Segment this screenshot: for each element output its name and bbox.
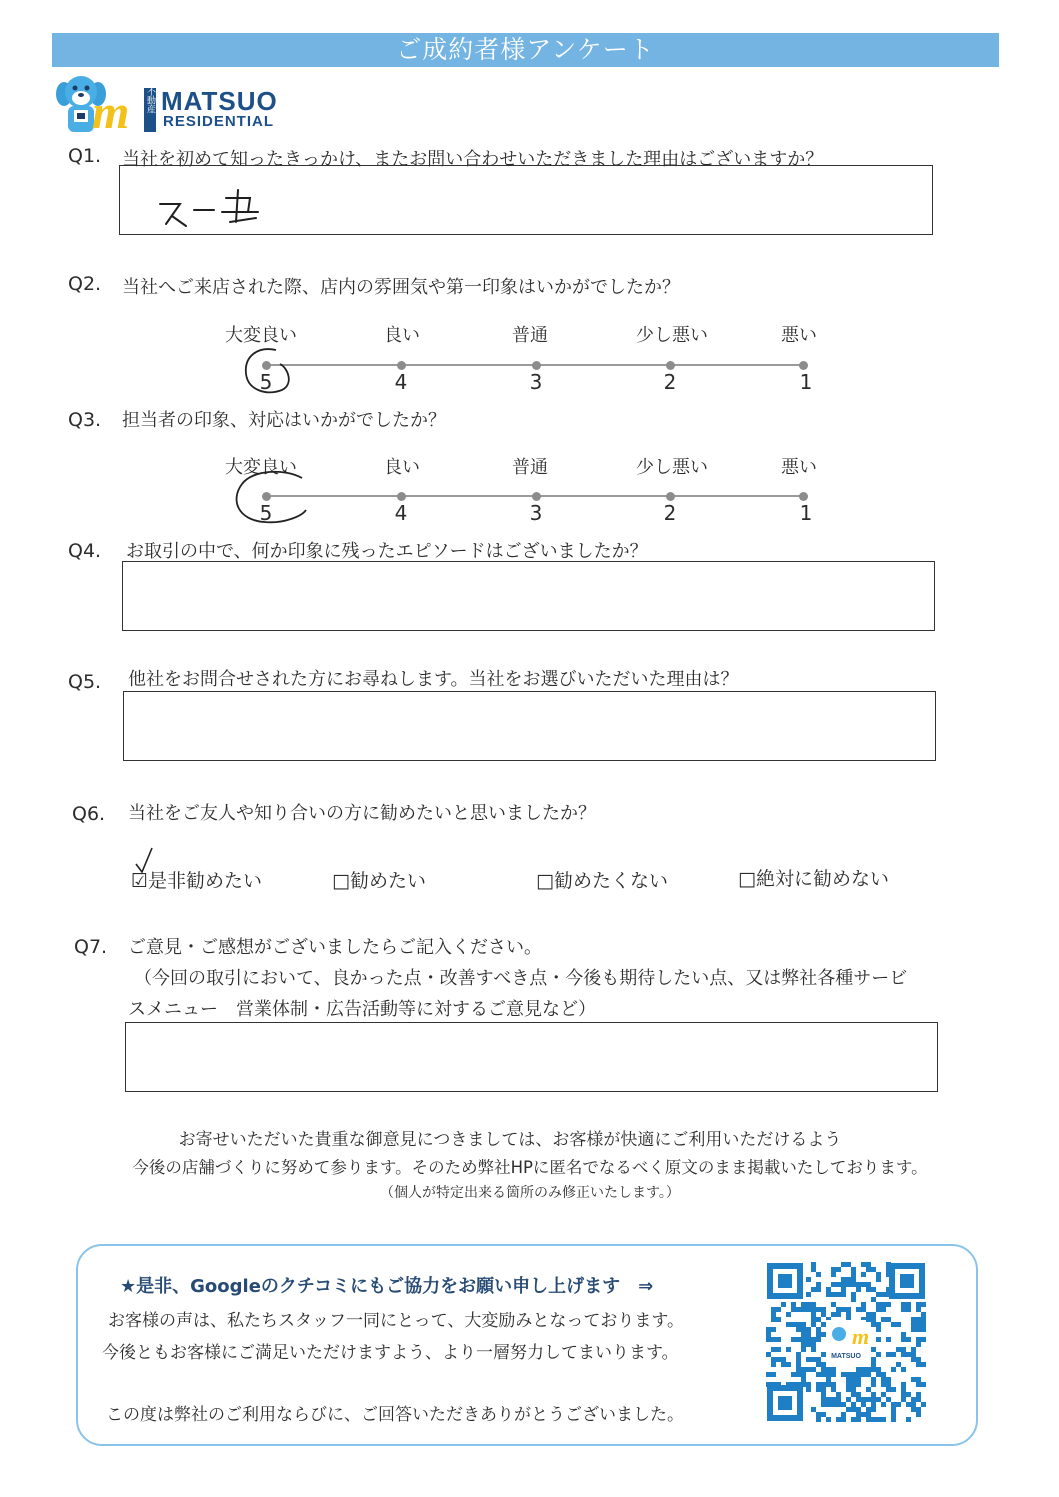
logo-matsuo: MATSUO: [161, 86, 278, 116]
footer-line2: 今後の店舗づくりに努めて参ります。そのため弊社HPに匿名でなるべく原文のまま掲載いたしております。: [132, 1158, 928, 1177]
checkmark-icon: [134, 846, 156, 876]
promo-line2: 今後ともお客様にご満足いただけますよう、より一層努力してまいります。: [102, 1343, 679, 1363]
q3-question: 担当者の印象、対応はいかがでしたか？: [122, 410, 446, 431]
q1-answer-box[interactable]: [119, 165, 933, 235]
q2-selected-circle: [236, 344, 306, 400]
promo-title: ★是非、Googleのクチコミにもご協力をお願い申し上げます ⇒: [120, 1276, 654, 1297]
q3-label-3: 普通: [512, 457, 548, 478]
svg-text:m: m: [852, 1324, 870, 1349]
q2-label-3: 普通: [512, 325, 548, 346]
q1-handwriting: [154, 182, 294, 232]
svg-text:MATSUO: MATSUO: [831, 1353, 861, 1360]
q3-num-5: 5: [259, 501, 273, 525]
q3-number: Q3.: [68, 409, 102, 431]
q3-selected-circle: [224, 466, 316, 528]
q3-label-2: 少し悪い: [636, 457, 708, 478]
q5-answer-box[interactable]: [123, 691, 936, 761]
q7-number: Q7.: [74, 936, 108, 958]
svg-text:m: m: [92, 86, 130, 136]
q1-number: Q1.: [68, 145, 102, 167]
q7-answer-box[interactable]: [125, 1022, 938, 1092]
survey-title-banner: ご成約者様アンケート: [52, 33, 999, 67]
q6-option-definitely[interactable]: ☑是非勧めたい: [131, 870, 263, 892]
q6-question: 当社をご友人や知り合いの方に勧めたいと思いましたか？: [128, 803, 596, 824]
q2-num-5: 5: [259, 370, 273, 394]
promo-line1: お客様の声は、私たちスタッフ一同にとって、大変励みとなっております。: [108, 1311, 684, 1331]
q2-num-2: 2: [663, 370, 677, 394]
q3-option-4[interactable]: [397, 492, 406, 501]
qr-code-icon: [766, 1262, 926, 1422]
q3-label-1: 悪い: [781, 457, 817, 478]
q3-num-1: 1: [799, 501, 813, 525]
q2-num-3: 3: [529, 370, 543, 394]
q7-note-line1: （今回の取引において、良かった点・改善すべき点・今後も期待したい点、又は弊社各種サービ: [134, 968, 908, 989]
q2-label-4: 良い: [384, 325, 420, 346]
q2-num-1: 1: [799, 370, 813, 394]
q5-question: 他社をお問合せされた方にお尋ねします。当社をお選びいただいた理由は？: [128, 669, 739, 690]
q2-option-2[interactable]: [666, 361, 675, 370]
q2-num-4: 4: [394, 370, 408, 394]
q3-label-4: 良い: [384, 457, 420, 478]
svg-text:不動産: 不動産: [145, 86, 155, 114]
q6-option-no[interactable]: □勧めたくない: [536, 870, 668, 892]
q2-label-5: 大変良い: [225, 325, 297, 346]
q4-number: Q4.: [68, 540, 102, 562]
q5-number: Q5.: [68, 671, 102, 693]
q3-option-3[interactable]: [532, 492, 541, 501]
q6-option-yes[interactable]: □勧めたい: [332, 870, 426, 892]
q2-label-2: 少し悪い: [636, 325, 708, 346]
q3-num-3: 3: [529, 501, 543, 525]
q2-question: 当社へご来店された際、店内の雰囲気や第一印象はいかがでしたか？: [122, 277, 680, 298]
logo-residential: RESIDENTIAL: [163, 113, 275, 130]
q4-answer-box[interactable]: [122, 561, 935, 631]
footer-line1: お寄せいただいた貴重な御意見につきましては、お客様が快適にご利用いただけるよう: [178, 1130, 842, 1150]
q3-label-5: 大変良い: [225, 457, 297, 478]
q7-question: ご意見・ご感想がございましたらご記入ください。: [128, 937, 542, 958]
q6-option-never[interactable]: □絶対に勧めない: [738, 868, 889, 890]
footer-line3: （個人が特定出来る箇所のみ修正いたします。）: [380, 1185, 680, 1201]
q2-number: Q2.: [68, 273, 102, 295]
q2-option-3[interactable]: [532, 361, 541, 370]
q3-num-2: 2: [663, 501, 677, 525]
q3-num-4: 4: [394, 501, 408, 525]
q4-question: お取引の中で、何か印象に残ったエピソードはございましたか？: [126, 541, 648, 562]
q3-option-1[interactable]: [799, 492, 808, 501]
q2-label-1: 悪い: [781, 325, 817, 346]
google-review-qr-code[interactable]: [766, 1262, 926, 1422]
q7-note-line2: スメニュー 営業体制・広告活動等に対するご意見など）: [128, 999, 596, 1020]
q2-option-4[interactable]: [397, 361, 406, 370]
q3-option-2[interactable]: [666, 492, 675, 501]
q2-option-1[interactable]: [799, 361, 808, 370]
q6-number: Q6.: [72, 803, 106, 825]
q1-question: 当社を初めて知ったきっかけ、またお問い合わせいただきました理由はございますか？: [122, 149, 824, 170]
promo-line3: この度は弊社のご利用ならびに、ご回答いただきありがとうございました。: [106, 1405, 684, 1425]
